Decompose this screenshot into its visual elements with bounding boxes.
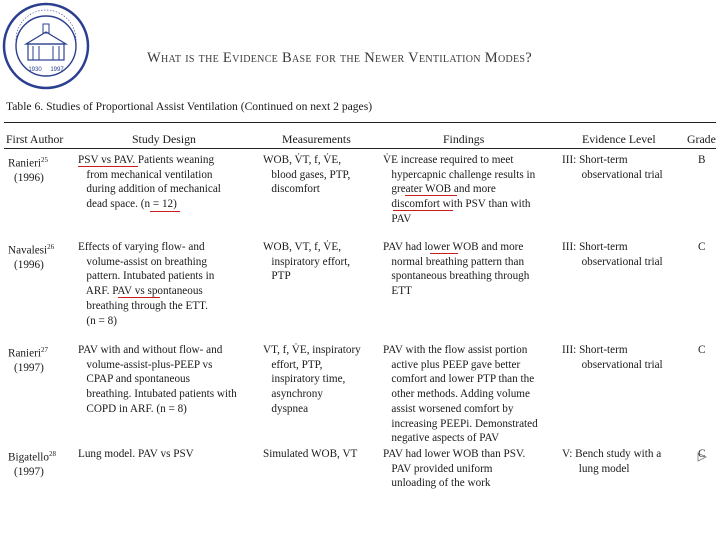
table-row-4-author bbox=[8, 447, 56, 480]
table-top-rule bbox=[4, 122, 716, 123]
table-row-1-measurements: WOB, V̇T, f, V̇E, blood gases, PTP, discomfort bbox=[263, 154, 351, 196]
annotation-underline-pav-vs bbox=[118, 297, 160, 298]
author-year: (1997) bbox=[14, 362, 44, 375]
table-row-3-evidence: III: Short-term observational trial bbox=[562, 344, 663, 371]
table-row-3-grade: C bbox=[698, 344, 706, 356]
annotation-underline-n12 bbox=[150, 211, 180, 212]
table-row-4-measurements: Simulated WOB, VT bbox=[263, 448, 358, 460]
table-row-2-design: Effects of varying flow- and volume-assist on breathing pattern. Intubated patients in ARF. PAV vs spontaneous breathing through the ETT. (n = 8) bbox=[78, 241, 215, 327]
column-header-measurements: Measurements bbox=[282, 132, 351, 146]
table-row-2-findings: PAV had lower WOB and more normal breathing pattern than spontaneous breathing through ETT bbox=[383, 241, 530, 298]
column-header-findings: Findings bbox=[443, 132, 485, 146]
table-row-1-design: PSV vs PAV. Patients weaning from mechanical ventilation during addition of mechanical dead space. (n = 12) bbox=[78, 154, 221, 211]
table-row-2-grade: C bbox=[698, 241, 706, 253]
author-name: Bigatello bbox=[8, 451, 50, 464]
table-row-1-grade: B bbox=[698, 154, 706, 166]
table-row-3-author bbox=[8, 343, 48, 376]
logo-year-right: 1997 bbox=[50, 67, 64, 73]
column-header-first-author: First Author bbox=[6, 132, 64, 146]
annotation-underline-lower bbox=[430, 253, 458, 254]
university-seal-icon bbox=[2, 2, 90, 90]
table-row-4-findings: PAV had lower WOB than PSV. PAV provided uniform unloading of the work bbox=[383, 448, 526, 490]
table-caption: Table 6. Studies of Proportional Assist Ventilation (Continued on next 2 pages) bbox=[6, 100, 373, 113]
table-row-4-evidence: V: Bench study with a lung model bbox=[562, 448, 662, 475]
author-year: (1996) bbox=[14, 172, 44, 185]
table-row-3-findings: PAV with the flow assist portion active plus PEEP gave better comfort and lower PTP than the other methods. Adding volume assist worsened comfort by increasing PEEPi. Demonstrated negative aspects of PAV bbox=[383, 344, 538, 445]
table-row-1-findings: V̇E increase required to meet hypercapnic challenge results in greater WOB and more discomfort with PSV than with PAV bbox=[383, 154, 536, 225]
author-ref: 26 bbox=[47, 243, 55, 251]
slide-nav-marker-icon bbox=[697, 452, 707, 462]
author-name: Ranieri bbox=[8, 157, 41, 170]
column-header-grade: Grade bbox=[687, 132, 716, 146]
table-row-2-measurements: WOB, VT, f, V̇E, inspiratory effort, PTP bbox=[263, 241, 351, 283]
table-row-1-author bbox=[8, 153, 48, 186]
author-name: Ranieri bbox=[8, 347, 41, 360]
logo-year-left: 1930 bbox=[28, 67, 42, 73]
annotation-underline-greater-wob bbox=[405, 195, 457, 196]
column-header-study-design: Study Design bbox=[132, 132, 196, 146]
annotation-underline-discomfort bbox=[393, 210, 453, 211]
table-row-4-grade: C bbox=[698, 448, 706, 460]
author-ref: 27 bbox=[40, 346, 48, 354]
table-row-2-author bbox=[8, 240, 54, 273]
column-header-evidence-level: Evidence Level bbox=[582, 132, 656, 146]
table-row-3-design: PAV with and without flow- and volume-assist-plus-PEEP vs CPAP and spontaneous breathing. Intubated patients with COPD in ARF. (n = 8) bbox=[78, 344, 237, 415]
table-row-1-evidence: III: Short-term observational trial bbox=[562, 154, 663, 181]
author-ref: 28 bbox=[49, 450, 57, 458]
author-year: (1997) bbox=[14, 466, 44, 479]
table-row-4-design: Lung model. PAV vs PSV bbox=[78, 448, 194, 460]
author-ref: 25 bbox=[40, 156, 48, 164]
author-name: Navalesi bbox=[8, 244, 48, 257]
slide-title: What is the Evidence Base for the Newer Ventilation Modes? bbox=[147, 50, 532, 66]
table-row-3-measurements: VT, f, V̇E, inspiratory effort, PTP, inspiratory time, asynchrony dyspnea bbox=[263, 344, 361, 415]
annotation-underline-psv-vs-pav bbox=[78, 166, 138, 167]
table-row-2-evidence: III: Short-term observational trial bbox=[562, 241, 663, 268]
author-year: (1996) bbox=[14, 259, 44, 272]
table-header-rule bbox=[4, 148, 716, 149]
